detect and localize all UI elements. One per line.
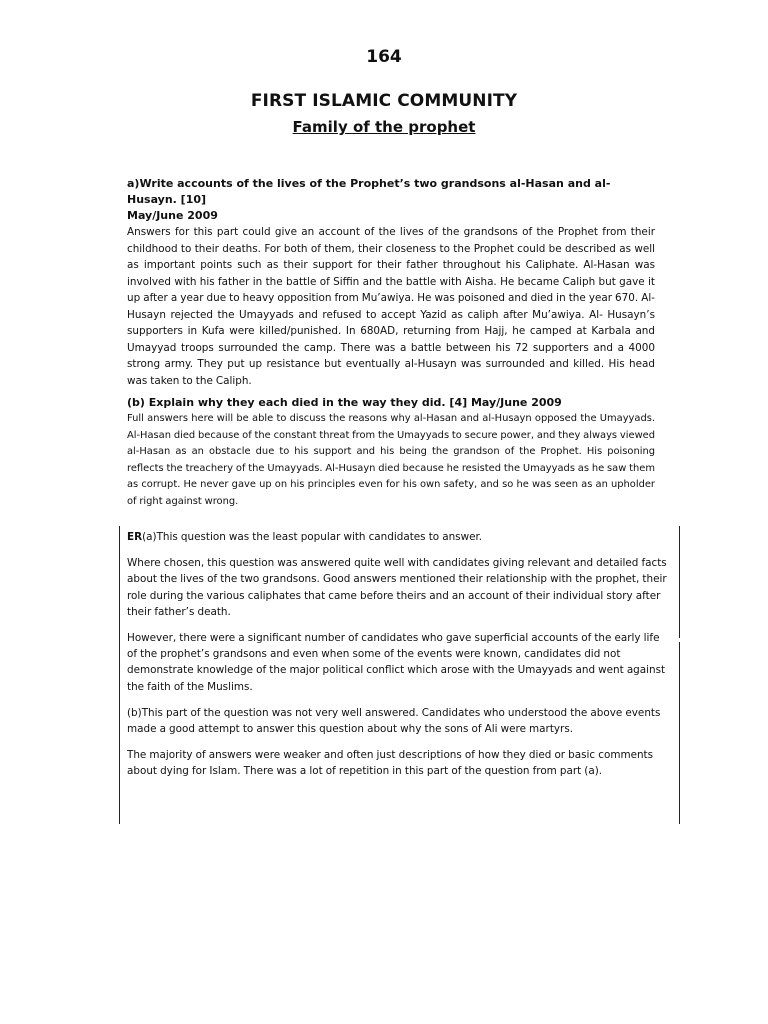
report-right-rule-top [679, 526, 680, 638]
examiner-report-intro [127, 529, 672, 545]
examiner-report-box [119, 526, 680, 824]
examiner-report-paragraph: (b)This part of the question was not very well answered. Candidates who understood the above events made a good attempt to answer this question about why the sons of Ali were martyrs. [127, 706, 661, 736]
page-subtitle: Family of the prophet [292, 118, 476, 136]
examiner-report-paragraph: However, there were a significant number of candidates who gave superficial accounts of the early life of the prophet’s grandsons and even when some of the events were known, candidates did not demonstrate knowledge of the major political conflict which arose with the Umayyads and went against the faith of the Muslims. [127, 632, 666, 693]
report-left-rule [119, 526, 120, 824]
question-a-heading-line1: a)Write accounts of the lives of the Prophet’s two grandsons al-Hasan and al-Husayn. [10] [127, 177, 611, 206]
question-a-answer: Answers for this part could give an account of the lives of the grandsons of the Prophet from their childhood to their deaths. For both of them, their closeness to the Prophet could be described as well as important points such as their support for their father throughout his Caliphate. Al-Hasan was involved with his father in the battle of Siffin and the battle with Aisha. He became Caliph but gave it up after a year due to heavy opposition from Mu’awiya. He was poisoned and died in the year 670. Al-Husayn rejected the Umayyads and refused to accept Yazid as caliph after Mu’awiya. Al- Husayn’s supporters in Kufa were killed/punished. In 680AD, returning from Hajj, he camped at Karbala and Umayyad troops surrounded the camp. There was a battle between his 72 supporters and a 4000 strong army. They put up resistance but eventually al-Husayn was surrounded and killed. His head was taken to the Caliph. [127, 226, 655, 387]
question-b-answer: Full answers here will be able to discuss the reasons why al-Hasan and al-Husayn opposed the Umayyads. Al-Hasan died because of the constant threat from the Umayyads to secure power, and they always viewed al-Hasan as an obstacle due to his support and his being the grandson of the Prophet. His poisoning reflects the treachery of the Umayyads. Al-Husayn died because he resisted the Umayyads as he saw them as corrupt. He never gave up on his principles even for his own safety, and so he was seen as an upholder of right against wrong. [127, 413, 655, 507]
page-number: 164 [366, 47, 402, 67]
examiner-report-intro-text: (a)This question was the least popular with candidates to answer. [142, 531, 483, 543]
examiner-report-label: ER [127, 531, 143, 543]
examiner-report-text [127, 529, 672, 790]
question-a-section [127, 176, 655, 389]
question-a-heading [127, 176, 655, 224]
examiner-report-paragraph: The majority of answers were weaker and often just descriptions of how they died or basic comments about dying for Islam. There was a lot of repetition in this part of the question from part (a). [127, 749, 654, 778]
page-title: FIRST ISLAMIC COMMUNITY [250, 91, 518, 111]
question-b-heading: (b) Explain why they each died in the way they did. [4] May/June 2009 [127, 396, 562, 409]
question-b-section [127, 395, 655, 510]
examiner-report-paragraph: Where chosen, this question was answered quite well with candidates giving relevant and detailed facts about the lives of the two grandsons. Good answers mentioned their relationship with the prophet, their role during the various caliphates that came before theirs and an account of their individual story after their father’s death. [127, 557, 667, 618]
question-a-heading-line2: May/June 2009 [127, 209, 218, 222]
report-right-rule-bottom [679, 642, 680, 824]
